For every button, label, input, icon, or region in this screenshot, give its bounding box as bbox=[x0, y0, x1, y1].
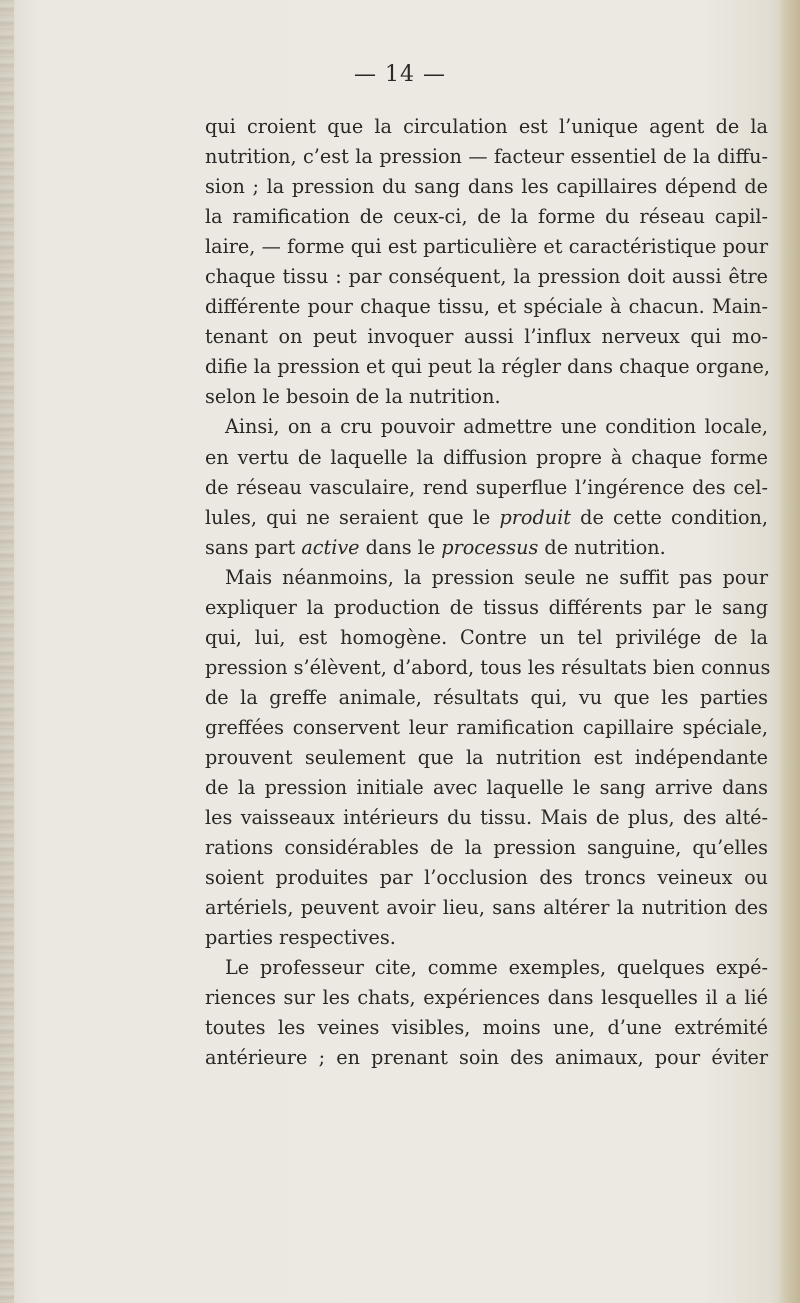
text-line: de la greffe animale, résultats qui, vu que les parties bbox=[205, 685, 768, 709]
text-line: pression s’élèvent, d’abord, tous les résultats bien connus bbox=[205, 655, 771, 679]
text-line: la ramification de ceux-ci, de la forme du réseau capil- bbox=[205, 205, 768, 229]
text-line: tenant on peut invoquer aussi l’influx nerveux qui mo- bbox=[205, 325, 768, 349]
text-run: lules, qui ne seraient que le bbox=[205, 505, 491, 529]
body-text bbox=[205, 112, 771, 1074]
text-line: prouvent seulement que la nutrition est indépendante bbox=[205, 745, 768, 769]
text-run: de nutrition. bbox=[544, 535, 666, 559]
text-line: qui, lui, est homogène. Contre un tel privilége de la bbox=[205, 625, 768, 649]
text-line: de réseau vasculaire, rend superflue l’ingérence des cel- bbox=[205, 475, 768, 499]
text-line: les vaisseaux intérieurs du tissu. Mais de plus, des alté- bbox=[205, 806, 768, 830]
text-line: en vertu de laquelle la diffusion propre à chaque forme bbox=[205, 445, 768, 469]
text-line-mixed bbox=[205, 533, 768, 563]
text-line: expliquer la production de tissus différents par le sang bbox=[205, 595, 768, 619]
text-line: selon le besoin de la nutrition. bbox=[205, 385, 501, 409]
page-gutter-shadow bbox=[0, 0, 14, 1303]
text-line: sion ; la pression du sang dans les capillaires dépend de bbox=[205, 175, 768, 199]
italic-term-produit: produit bbox=[499, 505, 571, 529]
text-line: antérieure ; en prenant soin des animaux, pour éviter bbox=[205, 1046, 768, 1070]
text-line: toutes les veines visibles, moins une, d’une extrémité bbox=[205, 1016, 768, 1040]
page-number: — 14 — bbox=[354, 62, 446, 87]
text-line: parties respectives. bbox=[205, 926, 396, 950]
text-line: différente pour chaque tissu, et spéciale à chacun. Main- bbox=[205, 295, 768, 319]
text-line: riences sur les chats, expériences dans lesquelles il a lié bbox=[205, 986, 768, 1010]
text-line: qui croient que la circulation est l’unique agent de la bbox=[205, 115, 768, 138]
text-line: chaque tissu : par conséquent, la pression doit aussi être bbox=[205, 265, 768, 289]
text-line: laire, — forme qui est particulière et caractéristique pour bbox=[205, 235, 768, 259]
text-line-mixed bbox=[205, 503, 768, 533]
text-run: sans part bbox=[205, 535, 296, 559]
text-run: de cette condition, bbox=[580, 505, 768, 529]
text-line: Ainsi, on a cru pouvoir admettre une condition locale, bbox=[225, 415, 768, 439]
text-line: difie la pression et qui peut la régler dans chaque organe, bbox=[205, 355, 771, 379]
text-line: rations considérables de la pression sanguine, qu’elles bbox=[205, 836, 768, 860]
page-edge-stain bbox=[778, 0, 800, 1303]
text-line: artériels, peuvent avoir lieu, sans altérer la nutrition des bbox=[205, 896, 768, 920]
italic-term-active: active bbox=[301, 535, 360, 559]
text-line: de la pression initiale avec laquelle le sang arrive dans bbox=[205, 776, 768, 800]
italic-term-processus: processus bbox=[441, 535, 539, 559]
text-run: dans le bbox=[365, 535, 436, 559]
text-line: greffées conservent leur ramification capillaire spéciale, bbox=[205, 715, 768, 739]
text-line: Le professeur cite, comme exemples, quelques expé- bbox=[225, 956, 768, 980]
text-line: Mais néanmoins, la pression seule ne suffit pas pour bbox=[225, 565, 768, 589]
text-line: nutrition, c’est la pression — facteur essentiel de la diffu- bbox=[205, 145, 768, 169]
text-line: soient produites par l’occlusion des troncs veineux ou bbox=[205, 866, 768, 890]
